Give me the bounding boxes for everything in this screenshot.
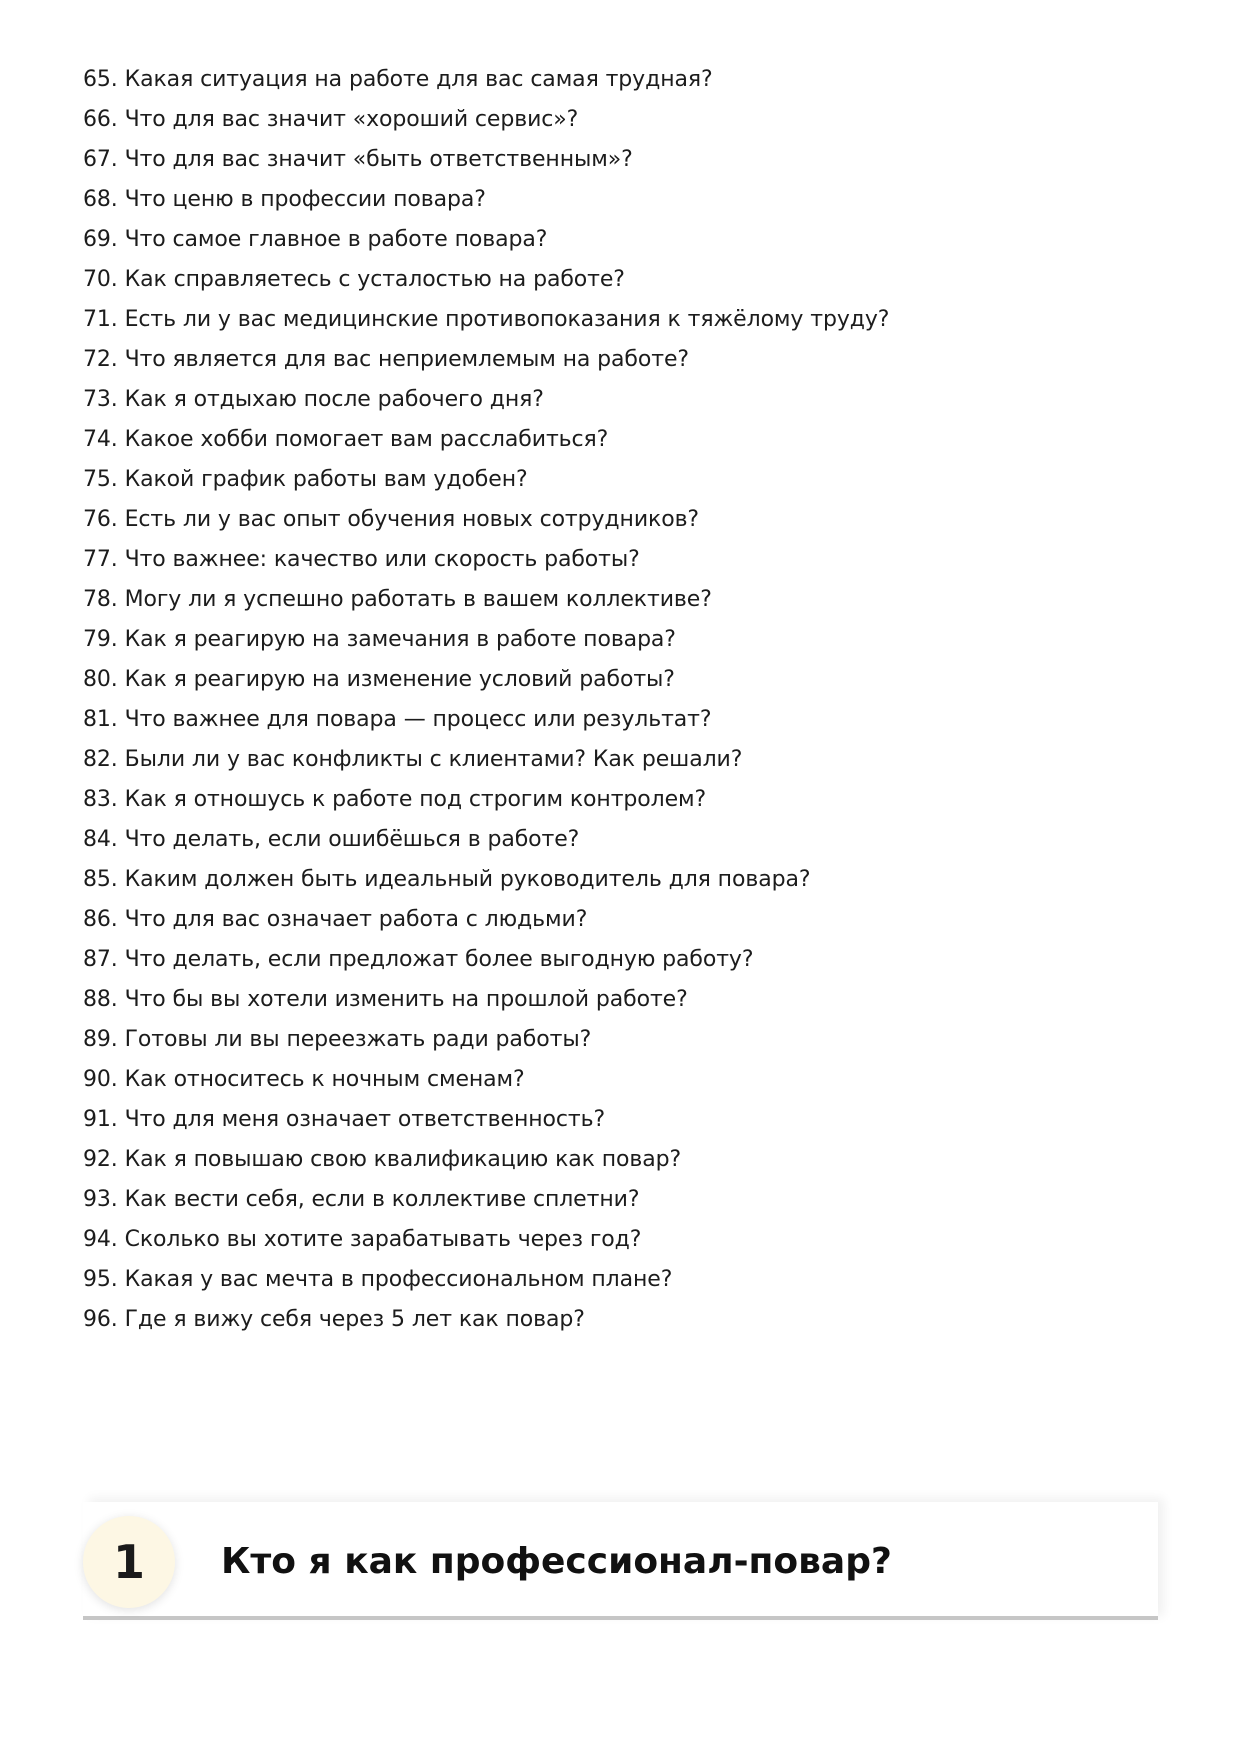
question-item bbox=[83, 460, 889, 500]
question-text: Что для меня означает ответственность? bbox=[124, 1107, 606, 1132]
question-text: Какая ситуация на работе для вас самая трудная? bbox=[124, 67, 713, 92]
question-text: Что для вас означает работа с людьми? bbox=[124, 907, 588, 932]
question-item bbox=[83, 300, 889, 340]
question-text: Каким должен быть идеальный руководитель для повара? bbox=[124, 867, 811, 892]
question-item bbox=[83, 140, 889, 180]
question-number: 67 . bbox=[83, 140, 125, 180]
question-number: 96 . bbox=[83, 1300, 125, 1340]
question-text: Как я реагирую на изменение условий работы? bbox=[124, 667, 675, 692]
question-number: 86 . bbox=[83, 900, 125, 940]
question-text: Какая у вас мечта в профессиональном плане? bbox=[124, 1267, 673, 1292]
question-item bbox=[83, 820, 889, 860]
question-number: 87 . bbox=[83, 940, 125, 980]
question-number: 89 . bbox=[83, 1020, 125, 1060]
question-text: Есть ли у вас опыт обучения новых сотрудников? bbox=[124, 507, 700, 532]
question-text: Как я повышаю свою квалификацию как повар? bbox=[124, 1147, 682, 1172]
question-number: 92 . bbox=[83, 1140, 125, 1180]
question-number: 80 . bbox=[83, 660, 125, 700]
question-number: 93 . bbox=[83, 1180, 125, 1220]
question-text: Есть ли у вас медицинские противопоказания к тяжёлому труду? bbox=[124, 307, 890, 332]
question-list bbox=[83, 60, 889, 1340]
question-item bbox=[83, 1180, 889, 1220]
question-item bbox=[83, 860, 889, 900]
question-number: 91 . bbox=[83, 1100, 125, 1140]
question-text: Что для вас значит «хороший сервис»? bbox=[124, 107, 579, 132]
question-number: 78 . bbox=[83, 580, 125, 620]
question-number: 65 . bbox=[83, 60, 125, 100]
question-text: Как я отдыхаю после рабочего дня? bbox=[124, 387, 544, 412]
question-number: 77 . bbox=[83, 540, 125, 580]
question-number: 88 . bbox=[83, 980, 125, 1020]
question-number: 72 . bbox=[83, 340, 125, 380]
question-number: 85 . bbox=[83, 860, 125, 900]
question-text: Как справляетесь с усталостью на работе? bbox=[124, 267, 625, 292]
question-text: Что для вас значит «быть ответственным»? bbox=[124, 147, 633, 172]
question-text: Как я отношусь к работе под строгим контролем? bbox=[124, 787, 707, 812]
section-number-badge: 1 bbox=[83, 1516, 175, 1608]
question-text: Что делать, если ошибёшься в работе? bbox=[124, 827, 580, 852]
question-item bbox=[83, 1060, 889, 1100]
question-text: Что важнее для повара — процесс или результат? bbox=[124, 707, 712, 732]
question-number: 74 . bbox=[83, 420, 125, 460]
question-text: Где я вижу себя через 5 лет как повар? bbox=[124, 1307, 585, 1332]
section-title: Кто я как профессионал-повар? bbox=[221, 1541, 892, 1582]
question-number: 81 . bbox=[83, 700, 125, 740]
question-item bbox=[83, 1100, 889, 1140]
question-item bbox=[83, 620, 889, 660]
question-item bbox=[83, 340, 889, 380]
question-item bbox=[83, 980, 889, 1020]
question-item bbox=[83, 900, 889, 940]
question-text: Что бы вы хотели изменить на прошлой работе? bbox=[124, 987, 688, 1012]
question-number: 69 . bbox=[83, 220, 125, 260]
question-number: 66 . bbox=[83, 100, 125, 140]
question-item bbox=[83, 60, 889, 100]
question-text: Что самое главное в работе повара? bbox=[124, 227, 548, 252]
question-text: Что делать, если предложат более выгодную работу? bbox=[124, 947, 754, 972]
question-text: Как я реагирую на замечания в работе повара? bbox=[124, 627, 676, 652]
question-item bbox=[83, 380, 889, 420]
question-item bbox=[83, 1260, 889, 1300]
question-item bbox=[83, 660, 889, 700]
question-item bbox=[83, 700, 889, 740]
question-text: Что важнее: качество или скорость работы? bbox=[124, 547, 640, 572]
question-item bbox=[83, 1140, 889, 1180]
question-item bbox=[83, 420, 889, 460]
question-item bbox=[83, 220, 889, 260]
question-number: 82 . bbox=[83, 740, 125, 780]
question-number: 73 . bbox=[83, 380, 125, 420]
question-item bbox=[83, 540, 889, 580]
question-number: 83 . bbox=[83, 780, 125, 820]
question-number: 94 . bbox=[83, 1220, 125, 1260]
section-header bbox=[83, 1502, 1158, 1620]
question-text: Какое хобби помогает вам расслабиться? bbox=[124, 427, 609, 452]
question-item bbox=[83, 260, 889, 300]
question-text: Сколько вы хотите зарабатывать через год? bbox=[124, 1227, 642, 1252]
question-text: Как относитесь к ночным сменам? bbox=[124, 1067, 525, 1092]
question-number: 68 . bbox=[83, 180, 125, 220]
question-number: 79 . bbox=[83, 620, 125, 660]
question-text: Что ценю в профессии повара? bbox=[124, 187, 486, 212]
question-item bbox=[83, 1020, 889, 1060]
question-item bbox=[83, 180, 889, 220]
question-item bbox=[83, 580, 889, 620]
question-text: Какой график работы вам удобен? bbox=[124, 467, 528, 492]
question-item bbox=[83, 740, 889, 780]
question-item bbox=[83, 1300, 889, 1340]
question-text: Готовы ли вы переезжать ради работы? bbox=[124, 1027, 592, 1052]
question-text: Были ли у вас конфликты с клиентами? Как решали? bbox=[124, 747, 743, 772]
question-text: Что является для вас неприемлемым на работе? bbox=[124, 347, 689, 372]
question-item bbox=[83, 780, 889, 820]
question-text: Как вести себя, если в коллективе сплетни? bbox=[124, 1187, 640, 1212]
question-number: 75 . bbox=[83, 460, 125, 500]
question-text: Могу ли я успешно работать в вашем коллективе? bbox=[124, 587, 712, 612]
question-item bbox=[83, 100, 889, 140]
question-item bbox=[83, 940, 889, 980]
question-item bbox=[83, 1220, 889, 1260]
question-number: 84 . bbox=[83, 820, 125, 860]
question-item bbox=[83, 500, 889, 540]
question-number: 70 . bbox=[83, 260, 125, 300]
question-number: 90 . bbox=[83, 1060, 125, 1100]
question-number: 76 . bbox=[83, 500, 125, 540]
question-number: 95 . bbox=[83, 1260, 125, 1300]
question-number: 71 . bbox=[83, 300, 125, 340]
